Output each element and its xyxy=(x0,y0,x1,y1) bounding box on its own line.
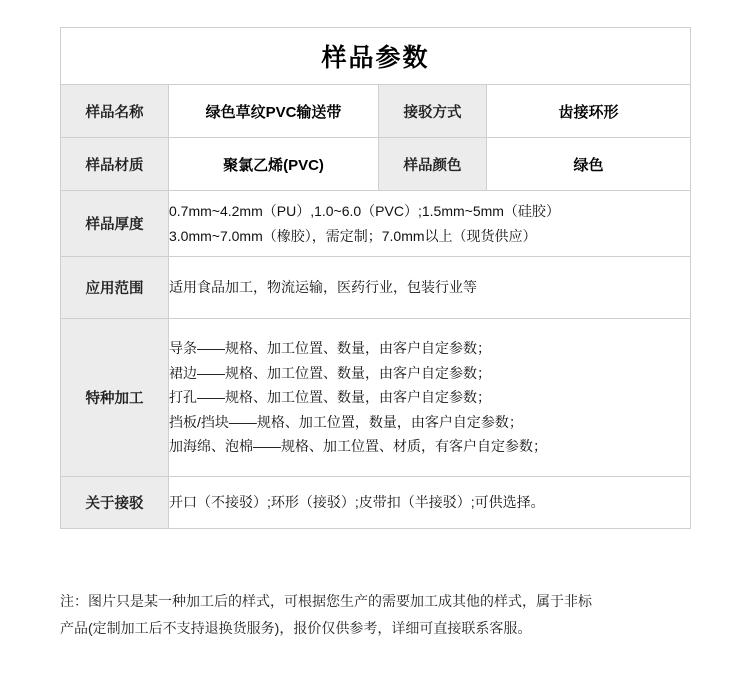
sample-color-label: 样品颜色 xyxy=(379,138,487,191)
table-row-special xyxy=(61,319,691,477)
thickness-lines xyxy=(169,199,690,248)
sample-thickness-value xyxy=(169,191,691,257)
sample-name-label: 样品名称 xyxy=(61,85,169,138)
footer-note-line-1: 注：图片只是某一种加工后的样式，可根据您生产的需要加工成其他的样式，属于非标 xyxy=(60,593,592,609)
page-title: 样品参数 xyxy=(61,28,691,85)
special-line-2: 裙边——规格、加工位置、数量，由客户自定参数； xyxy=(169,364,491,381)
about-joint-label: 关于接驳 xyxy=(61,477,169,529)
table-row-name xyxy=(61,85,691,138)
table-row-about-joint xyxy=(61,477,691,529)
special-process-value xyxy=(169,319,691,477)
special-lines xyxy=(169,336,690,459)
sample-material-label: 样品材质 xyxy=(61,138,169,191)
thickness-line-2: 3.0mm~7.0mm（橡胶），需定制；7.0mm以上（现货供应） xyxy=(169,227,537,244)
table-row-application xyxy=(61,257,691,319)
sample-material-value: 聚氯乙烯(PVC) xyxy=(169,138,379,191)
joint-method-value: 齿接环形 xyxy=(487,85,691,138)
spec-table xyxy=(60,27,691,529)
special-line-5: 加海绵、泡棉——规格、加工位置、材质，有客户自定参数； xyxy=(169,438,547,455)
application-label: 应用范围 xyxy=(61,257,169,319)
about-joint-value: 开口（不接驳）;环形（接驳）;皮带扣（半接驳）;可供选择。 xyxy=(169,477,691,529)
sample-thickness-label: 样品厚度 xyxy=(61,191,169,257)
footer-note xyxy=(60,588,696,643)
joint-method-label: 接驳方式 xyxy=(379,85,487,138)
sample-color-value: 绿色 xyxy=(487,138,691,191)
application-value: 适用食品加工，物流运输，医药行业，包装行业等 xyxy=(169,257,691,319)
special-line-1: 导条——规格、加工位置、数量，由客户自定参数； xyxy=(169,340,491,357)
table-row-thickness xyxy=(61,191,691,257)
special-line-4: 挡板/挡块——规格、加工位置，数量，由客户自定参数； xyxy=(169,413,523,430)
thickness-line-1: 0.7mm~4.2mm（PU）,1.0~6.0（PVC）;1.5mm~5mm（硅胶） xyxy=(169,203,560,219)
special-process-label: 特种加工 xyxy=(61,319,169,477)
table-row-title xyxy=(61,28,691,85)
table-row-material xyxy=(61,138,691,191)
footer-note-line-2: 产品(定制加工后不支持退换货服务)，报价仅供参考，详细可直接联系客服。 xyxy=(60,620,532,637)
special-line-3: 打孔——规格、加工位置、数量，由客户自定参数； xyxy=(169,389,491,406)
sample-name-value: 绿色草纹PVC输送带 xyxy=(169,85,379,138)
